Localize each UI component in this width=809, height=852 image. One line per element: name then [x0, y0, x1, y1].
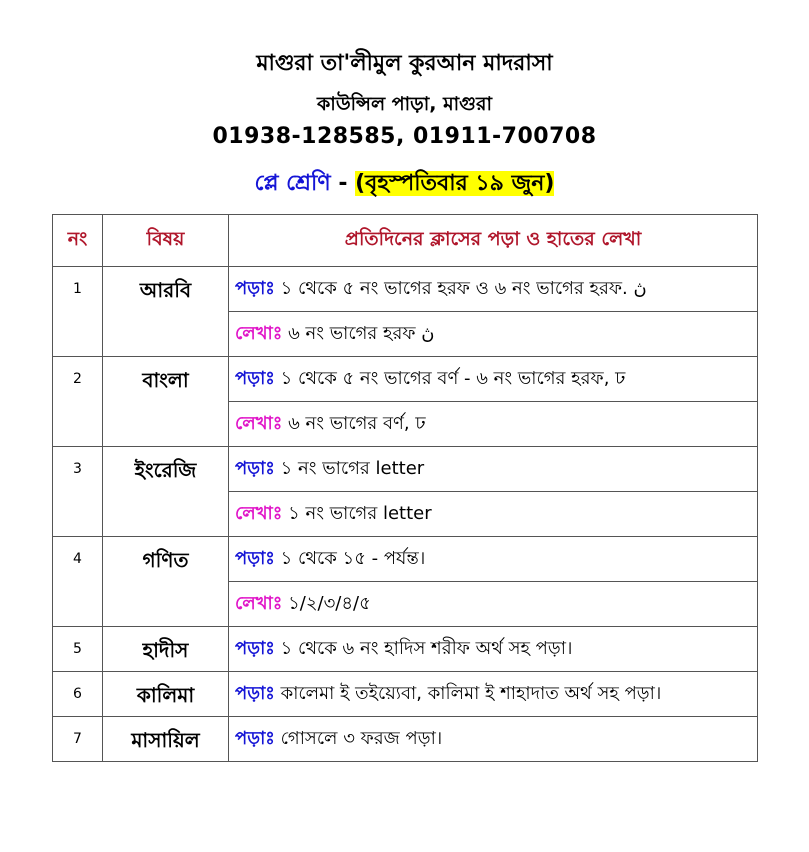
reading-lesson [229, 717, 758, 762]
reading-label: পড়াঃ [235, 547, 275, 569]
row-number: 7 [53, 717, 103, 762]
table-header-row [53, 215, 758, 267]
table-row [53, 537, 758, 582]
reading-label: পড়াঃ [235, 367, 275, 389]
reading-text: কালেমা ই তইয়্যেবা, কালিমা ই শাহাদাত অর্থ সহ পড়া। [274, 682, 662, 704]
row-number: 3 [53, 447, 103, 537]
subject-name: বাংলা [103, 357, 229, 447]
writing-lesson [229, 492, 758, 537]
reading-label: পড়াঃ [235, 457, 275, 479]
writing-lesson [229, 582, 758, 627]
class-schedule-table [52, 214, 758, 762]
column-header-lesson: প্রতিদিনের ক্লাসের পড়া ও হাতের লেখা [229, 215, 758, 267]
reading-label: পড়াঃ [235, 277, 275, 299]
class-heading [0, 166, 809, 203]
reading-text: ১ থেকে ৫ নং ভাগের বর্ণ - ৬ নং ভাগের হরফ, ঢ [274, 367, 626, 389]
subject-name: আরবি [103, 267, 229, 357]
table-row [53, 627, 758, 672]
writing-label: লেখাঃ [235, 322, 283, 344]
reading-label: পড়াঃ [235, 637, 275, 659]
writing-label: লেখাঃ [235, 502, 283, 524]
row-number: 4 [53, 537, 103, 627]
reading-label: পড়াঃ [235, 727, 275, 749]
table-row [53, 717, 758, 762]
column-header-number: নং [53, 215, 103, 267]
phone-numbers: 01938-128585, 01911-700708 [212, 124, 597, 149]
class-name: প্লে শ্রেণি [254, 171, 331, 196]
writing-label: লেখাঃ [235, 412, 283, 434]
reading-text: ১ থেকে ১৫ - পর্যন্ত। [274, 547, 426, 569]
row-number: 1 [53, 267, 103, 357]
reading-text: ১ থেকে ৬ নং হাদিস শরীফ অর্থ সহ পড়া। [274, 637, 573, 659]
reading-lesson [229, 357, 758, 402]
reading-lesson [229, 447, 758, 492]
table-row [53, 672, 758, 717]
day-date: (বৃহস্পতিবার ১৯ জুন) [355, 171, 555, 196]
subject-name: গণিত [103, 537, 229, 627]
writing-lesson [229, 312, 758, 357]
table-row [53, 267, 758, 312]
subject-name: কালিমা [103, 672, 229, 717]
writing-text: ১/২/৩/৪/৫ [282, 592, 371, 614]
row-number: 6 [53, 672, 103, 717]
column-header-subject: বিষয় [103, 215, 229, 267]
heading-separator: - [330, 171, 356, 196]
writing-text: ৬ নং ভাগের বর্ণ, ঢ [282, 412, 426, 434]
table-row [53, 447, 758, 492]
writing-label: লেখাঃ [235, 592, 283, 614]
reading-lesson [229, 627, 758, 672]
reading-text: গোসলে ৩ ফরজ পড়া। [274, 727, 443, 749]
school-name: মাগুরা তা'লীমুল কুরআন মাদরাসা [256, 51, 553, 76]
reading-lesson [229, 267, 758, 312]
table-row [53, 357, 758, 402]
reading-lesson [229, 537, 758, 582]
writing-lesson [229, 402, 758, 447]
writing-text: ৬ নং ভাগের হরফ ڽ [282, 322, 435, 344]
writing-text: ১ নং ভাগের letter [282, 502, 432, 524]
subject-name: মাসায়িল [103, 717, 229, 762]
reading-text: ১ থেকে ৫ নং ভাগের হরফ ও ৬ নং ভাগের হরফ. ڽ [274, 277, 647, 299]
reading-label: পড়াঃ [235, 682, 275, 704]
subject-name: হাদীস [103, 627, 229, 672]
reading-lesson [229, 672, 758, 717]
school-address: কাউন্সিল পাড়া, মাগুরা [317, 93, 492, 115]
row-number: 2 [53, 357, 103, 447]
row-number: 5 [53, 627, 103, 672]
reading-text: ১ নং ভাগের letter [274, 457, 425, 479]
subject-name: ইংরেজি [103, 447, 229, 537]
